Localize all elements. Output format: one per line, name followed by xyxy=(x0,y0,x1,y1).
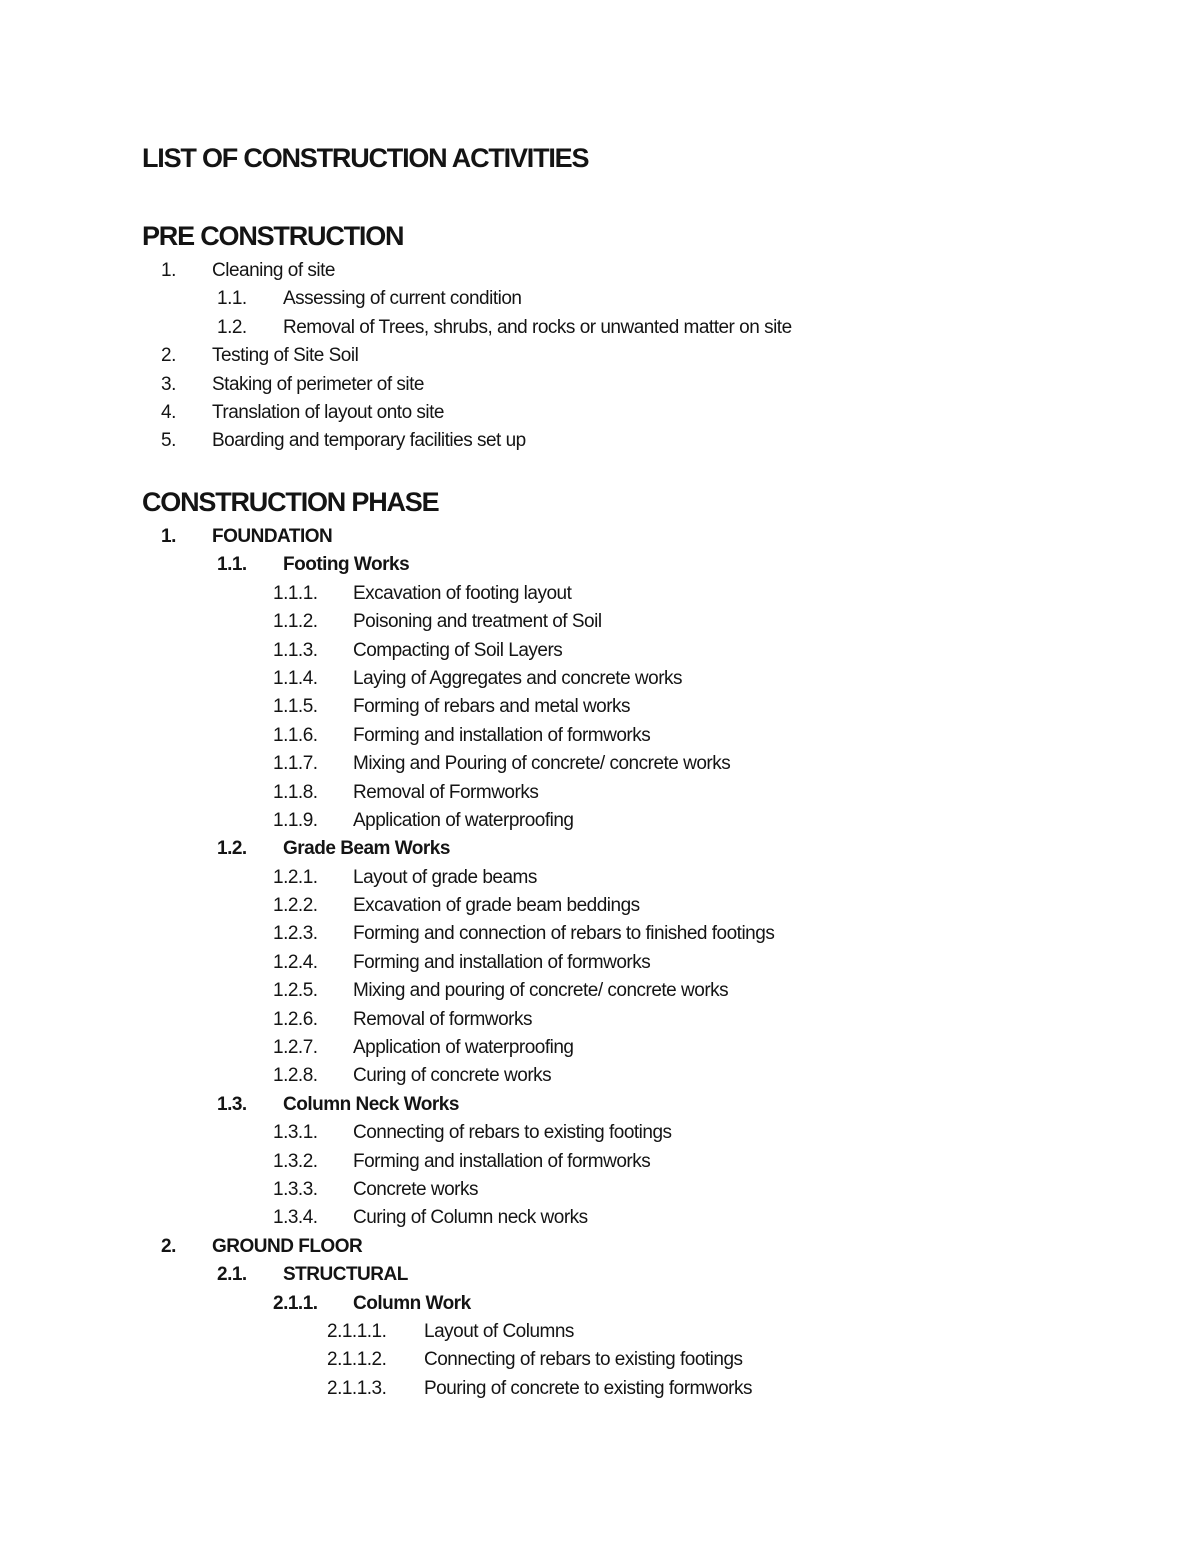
item-number: 2.1.1.2. xyxy=(327,1349,387,1371)
list-item xyxy=(0,1204,1200,1232)
section-heading-construction-phase: CONSTRUCTION PHASE xyxy=(142,487,439,517)
item-number: 1.2.8. xyxy=(273,1065,318,1087)
item-number: 1.2.3. xyxy=(273,923,318,945)
item-text: Forming and connection of rebars to finished footings xyxy=(353,923,775,945)
item-number: 2.1.1.1. xyxy=(327,1320,387,1342)
list-item xyxy=(0,807,1200,835)
list-item xyxy=(0,1091,1200,1119)
item-text: Column Work xyxy=(353,1292,471,1314)
item-number: 1.2.4. xyxy=(273,951,318,973)
item-text: Assessing of current condition xyxy=(283,288,522,310)
item-text: Application of waterproofing xyxy=(353,809,574,831)
item-number: 5. xyxy=(161,430,176,452)
item-number: 2.1.1. xyxy=(273,1292,318,1314)
item-number: 1.2. xyxy=(217,838,247,860)
list-item xyxy=(0,523,1200,551)
item-text: Forming and installation of formworks xyxy=(353,724,651,746)
item-number: 1.1. xyxy=(217,554,247,576)
item-text: Staking of perimeter of site xyxy=(212,373,424,395)
item-text: Translation of layout onto site xyxy=(212,401,444,423)
item-number: 1.1.1. xyxy=(273,582,318,604)
item-text: Connecting of rebars to existing footings xyxy=(353,1122,672,1144)
item-number: 2. xyxy=(161,345,176,367)
item-number: 1.1.3. xyxy=(273,639,318,661)
item-number: 3. xyxy=(161,373,176,395)
item-number: 1.2.1. xyxy=(273,866,318,888)
list-item xyxy=(0,779,1200,807)
list-item xyxy=(0,1233,1200,1261)
item-text: Connecting of rebars to existing footings xyxy=(424,1349,743,1371)
list-item xyxy=(0,835,1200,863)
item-number: 1.2.7. xyxy=(273,1037,318,1059)
list-item xyxy=(0,920,1200,948)
list-item xyxy=(0,693,1200,721)
item-number: 1.2. xyxy=(217,316,247,338)
item-text: Forming and installation of formworks xyxy=(353,1150,651,1172)
item-text: Mixing and Pouring of concrete/ concrete works xyxy=(353,753,731,775)
list-item xyxy=(0,1148,1200,1176)
list-item xyxy=(0,722,1200,750)
item-number: 2. xyxy=(161,1235,176,1257)
list-item xyxy=(0,665,1200,693)
item-text: Curing of concrete works xyxy=(353,1065,552,1087)
list-item xyxy=(0,427,1200,455)
item-text: Layout of Columns xyxy=(424,1320,574,1342)
item-number: 1.3.4. xyxy=(273,1207,318,1229)
item-text: Removal of formworks xyxy=(353,1008,532,1030)
item-number: 1.1.8. xyxy=(273,781,318,803)
list-item xyxy=(0,892,1200,920)
item-text: Compacting of Soil Layers xyxy=(353,639,563,661)
list-item xyxy=(0,1006,1200,1034)
item-text: FOUNDATION xyxy=(212,526,333,547)
list-item xyxy=(0,399,1200,427)
list-item xyxy=(0,342,1200,370)
list-item xyxy=(0,257,1200,285)
item-text: Mixing and pouring of concrete/ concrete works xyxy=(353,980,729,1002)
item-number: 4. xyxy=(161,401,176,423)
list-item xyxy=(0,1176,1200,1204)
item-number: 1.1.6. xyxy=(273,724,318,746)
item-text: Column Neck Works xyxy=(283,1093,459,1115)
item-number: 1.1. xyxy=(217,288,247,310)
construction-phase-list xyxy=(0,523,1200,1403)
list-item xyxy=(0,949,1200,977)
list-item xyxy=(0,1034,1200,1062)
item-text: Forming of rebars and metal works xyxy=(353,696,631,718)
item-number: 1.2.5. xyxy=(273,980,318,1002)
item-text: Layout of grade beams xyxy=(353,866,537,888)
item-text: Concrete works xyxy=(353,1178,478,1200)
item-text: Testing of Site Soil xyxy=(212,345,359,367)
item-number: 1. xyxy=(161,526,176,547)
section-heading-pre-construction: PRE CONSTRUCTION xyxy=(142,221,404,251)
list-item xyxy=(0,1062,1200,1090)
item-text: Forming and installation of formworks xyxy=(353,951,651,973)
item-number: 1.1.7. xyxy=(273,753,318,775)
item-number: 2.1.1.3. xyxy=(327,1377,387,1399)
item-text: Removal of Formworks xyxy=(353,781,539,803)
list-item xyxy=(0,285,1200,313)
item-number: 1.1.4. xyxy=(273,667,318,689)
list-item xyxy=(0,977,1200,1005)
item-text: GROUND FLOOR xyxy=(212,1235,363,1257)
list-item xyxy=(0,637,1200,665)
list-item xyxy=(0,750,1200,778)
item-text: Grade Beam Works xyxy=(283,838,450,860)
item-number: 1.1.2. xyxy=(273,611,318,633)
list-item xyxy=(0,580,1200,608)
item-text: Cleaning of site xyxy=(212,260,335,281)
list-item xyxy=(0,864,1200,892)
item-text: Curing of Column neck works xyxy=(353,1207,588,1229)
list-item xyxy=(0,1346,1200,1374)
list-item xyxy=(0,1290,1200,1318)
list-item xyxy=(0,314,1200,342)
item-text: Application of waterproofing xyxy=(353,1037,574,1059)
item-number: 1.1.5. xyxy=(273,696,318,718)
item-text: Removal of Trees, shrubs, and rocks or unwanted matter on site xyxy=(283,316,792,338)
pre-construction-list xyxy=(0,257,1200,456)
list-item xyxy=(0,371,1200,399)
list-item xyxy=(0,608,1200,636)
item-number: 1.3.2. xyxy=(273,1150,318,1172)
item-number: 1.1.9. xyxy=(273,809,318,831)
item-number: 2.1. xyxy=(217,1264,247,1286)
item-number: 1. xyxy=(161,260,176,281)
list-item xyxy=(0,1318,1200,1346)
list-item xyxy=(0,1375,1200,1403)
item-number: 1.2.2. xyxy=(273,895,318,917)
item-text: Boarding and temporary facilities set up xyxy=(212,430,526,452)
list-item xyxy=(0,1119,1200,1147)
item-text: Poisoning and treatment of Soil xyxy=(353,611,602,633)
item-text: Footing Works xyxy=(283,554,410,576)
item-text: Excavation of grade beam beddings xyxy=(353,895,640,917)
item-number: 1.3. xyxy=(217,1093,247,1115)
item-text: Excavation of footing layout xyxy=(353,582,572,604)
item-text: Laying of Aggregates and concrete works xyxy=(353,667,683,689)
list-item xyxy=(0,1261,1200,1289)
item-text: STRUCTURAL xyxy=(283,1264,408,1286)
list-item xyxy=(0,551,1200,579)
item-number: 1.2.6. xyxy=(273,1008,318,1030)
document-title: LIST OF CONSTRUCTION ACTIVITIES xyxy=(142,143,589,173)
item-number: 1.3.1. xyxy=(273,1122,318,1144)
item-number: 1.3.3. xyxy=(273,1178,318,1200)
item-text: Pouring of concrete to existing formworks xyxy=(424,1377,752,1399)
